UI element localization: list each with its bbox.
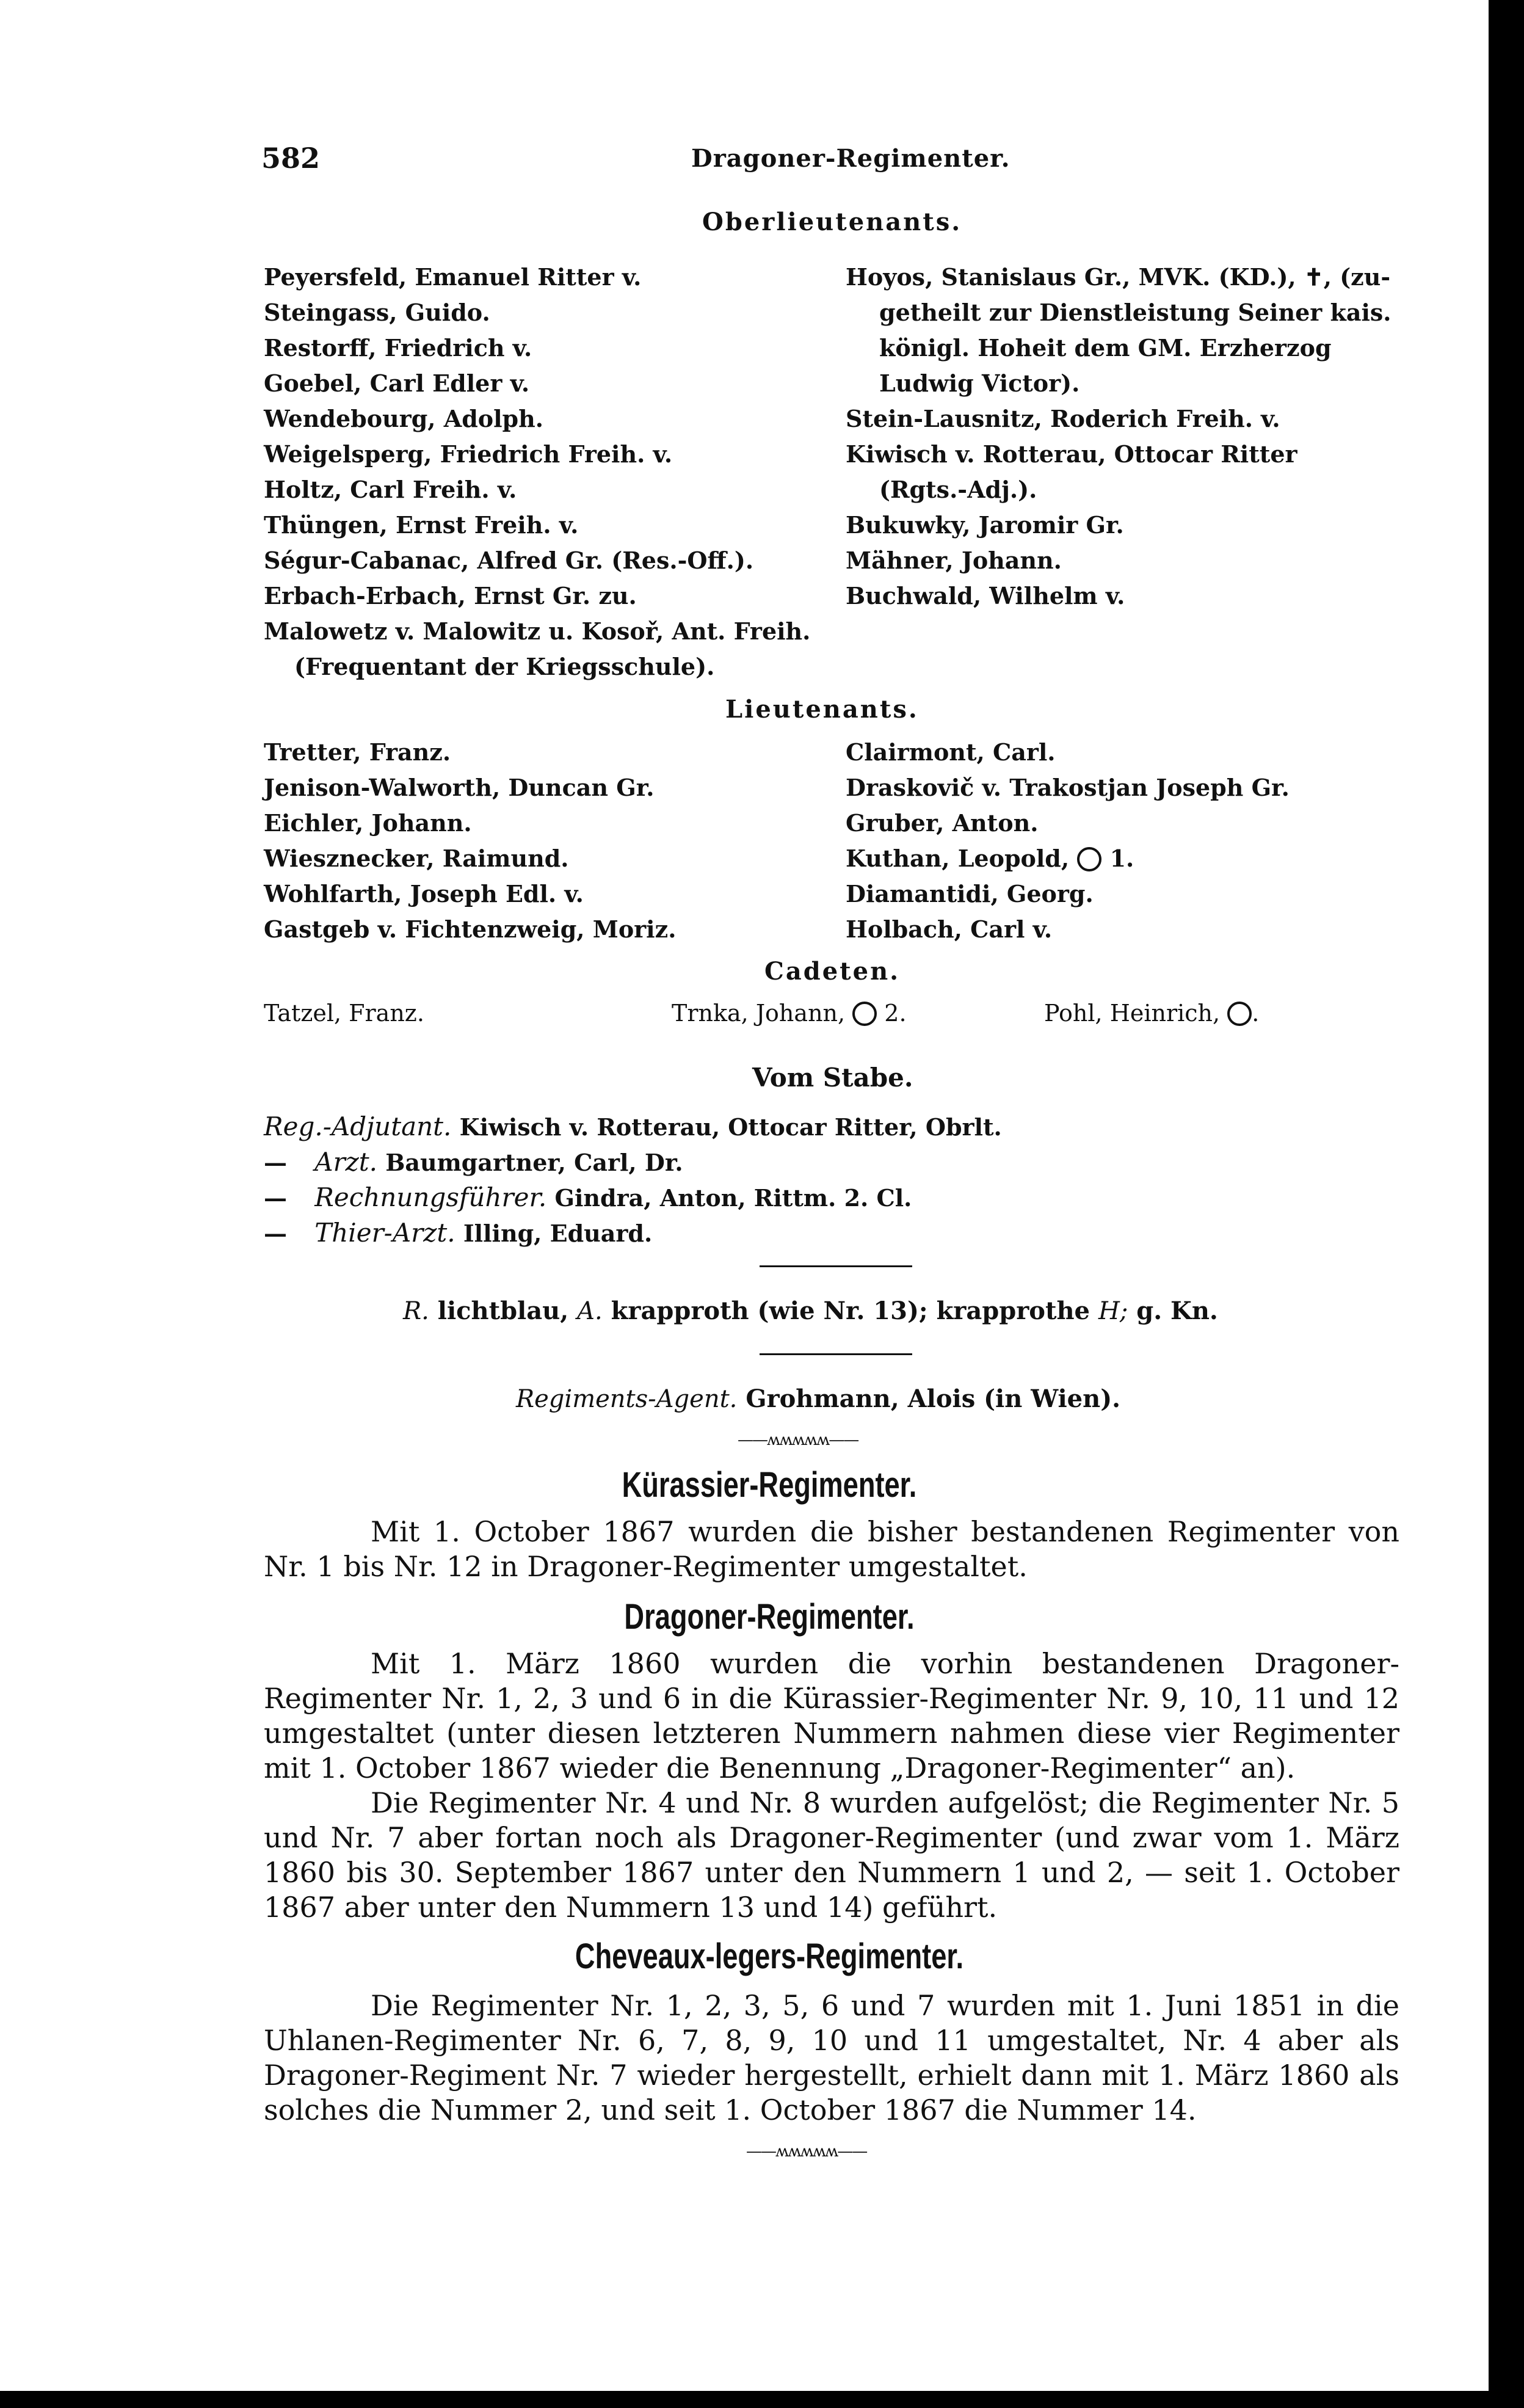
tunic-label: A. [577,1297,603,1325]
order-class: 2. [884,1000,907,1027]
order-circle-icon [852,1002,877,1026]
divider [760,1353,912,1355]
ornament-divider: ——ʍʍʍʍʍ—— [738,1431,858,1449]
list-item: Gruber, Anton. [846,809,1039,837]
list-item: Bukuwky, Jaromir Gr. [846,511,1124,539]
stabe-row [264,1144,683,1180]
list-item: Draskovič v. Trakostjan Joseph Gr. [846,774,1290,801]
kurassier-heading: Kürassier-Regimenter. [622,1465,917,1505]
oberlieutenants-heading: Oberlieutenants. [702,208,962,236]
dragoner-paragraph [264,1646,1399,1925]
stabe-name: Gindra, Anton, Rittm. 2. Cl. [554,1184,912,1212]
stabe-dash: — [264,1220,287,1247]
list-item: Erbach-Erbach, Ernst Gr. zu. [264,582,637,609]
list-item: Kiwisch v. Rotterau, Ottocar Ritter [846,440,1297,468]
list-item: Mähner, Johann. [846,547,1062,574]
list-item-trnka [672,995,907,1031]
facing-label: R. [403,1297,429,1325]
lieutenants-heading: Lieutenants. [725,695,919,724]
scan-edge-right [1489,0,1524,2408]
list-item: (Rgts.-Adj.). [879,476,1037,503]
list-item: Clairmont, Carl. [846,738,1056,766]
paragraph-text: Die Regimenter Nr. 1, 2, 3, 5, 6 und 7 wurden mit 1. Juni 1851 in die Uhlanen-Regimenter Nr. 6, 7, 8, 9, 10 und 11 umgestaltet, Nr. 4 aber als Dragoner-Regiment Nr. 7 wieder hergestellt, erhielt dann mit 1. März 1860 als solches die Nummer 2, und seit 1. October 1867 die Nummer 14. [264,1989,1399,2126]
paragraph-text: Mit 1. October 1867 wurden die bisher bestandenen Regimenter von Nr. 1 bis Nr. 12 in Dragoner-Regimenter umgestaltet. [264,1515,1399,1583]
buttons-value: g. Kn. [1136,1297,1218,1325]
paragraph-text: Mit 1. März 1860 wurden die vorhin bestandenen Dragoner-Regimenter Nr. 1, 2, 3 und 6 in die Kürassier-Regimenter Nr. 9, 10, 11 und 12 umgestaltet (unter diesen letzteren Nummern nahmen diese vier Regimenter mit 1. October 1867 wieder die Benennung „Dragoner-Regimenter“ an). [264,1647,1399,1784]
stabe-dash: — [264,1184,287,1212]
list-item: königl. Hoheit dem GM. Erzherzog [879,334,1332,362]
stabe-heading: Vom Stabe. [752,1063,913,1093]
list-item: (Frequentant der Kriegsschule). [294,653,715,680]
tunic-value: krapproth (wie Nr. 13); krapprothe [611,1297,1090,1325]
trousers-label: H; [1098,1297,1128,1325]
ornament-divider: ——ʍʍʍʍʍ—— [746,2142,867,2161]
list-item: getheilt zur Dienstleistung Seiner kais. [879,299,1392,326]
stabe-role: Rechnungsführer. [314,1182,547,1212]
list-item: Thüngen, Ernst Freih. v. [264,511,579,539]
dragoner-heading: Dragoner-Regimenter. [624,1597,915,1637]
list-item: Buchwald, Wilhelm v. [846,582,1125,609]
stabe-dash: — [264,1149,287,1176]
paragraph-text: Die Regimenter Nr. 4 und Nr. 8 wurden aufgelöst; die Regimenter Nr. 5 und Nr. 7 aber fortan noch als Dragoner-Regimenter (und zwar vom 1. März 1860 bis 30. September 1867 unter den Nummern 1 und 2, — seit 1. October 1867 aber unter den Nummern 13 und 14) geführt. [264,1786,1399,1924]
list-item: Weigelsperg, Friedrich Freih. v. [264,440,673,468]
uniform-colors [403,1293,1218,1329]
stabe-name: Kiwisch v. Rotterau, Ottocar Ritter, Obrlt. [459,1113,1002,1141]
list-item: Eichler, Johann. [264,809,472,837]
stabe-role: Arzt. [314,1147,377,1177]
stabe-row [264,1109,1002,1145]
cheveaux-paragraph [264,1988,1399,2128]
list-item: Holtz, Carl Freih. v. [264,476,517,503]
list-item: Jenison-Walworth, Duncan Gr. [264,774,655,801]
running-title: Dragoner-Regimenter. [691,144,1011,173]
stabe-row [264,1215,652,1251]
list-item: Peyersfeld, Emanuel Ritter v. [264,263,642,291]
cheveaux-heading: Cheveaux-legers-Regimenter. [575,1937,964,1976]
divider [760,1265,912,1267]
scan-edge-bottom [0,2391,1524,2408]
regiments-agent [516,1381,1120,1417]
list-item: Diamantidi, Georg. [846,880,1094,908]
list-item-text: Trnka, Johann, [672,1000,846,1027]
stabe-role: Thier-Arzt. [314,1218,455,1248]
order-circle-icon [1077,847,1101,871]
list-item: Tatzel, Franz. [264,1000,424,1027]
list-item: Ségur-Cabanac, Alfred Gr. (Res.-Off.). [264,547,754,574]
list-item-kuthan [846,841,1134,876]
list-item: Restorff, Friedrich v. [264,334,532,362]
list-item: Wendebourg, Adolph. [264,405,543,432]
facing-value: lichtblau, [437,1297,569,1325]
agent-role: Regiments-Agent. [516,1385,738,1413]
list-item: Malowetz v. Malowitz u. Kosoř, Ant. Freih. [264,617,811,645]
list-item: Ludwig Victor). [879,369,1080,397]
kurassier-paragraph [264,1515,1399,1584]
list-item: Wohlfarth, Joseph Edl. v. [264,880,584,908]
pohl-suffix: . [1252,1000,1260,1027]
order-circle-icon [1227,1002,1252,1026]
stabe-row [264,1180,912,1216]
list-item: Gastgeb v. Fichtenzweig, Moriz. [264,915,677,943]
list-item: Hoyos, Stanislaus Gr., MVK. (KD.), ✝, (zu- [846,263,1391,291]
list-item-pohl [1044,995,1259,1031]
agent-name: Grohmann, Alois (in Wien). [746,1384,1121,1413]
list-item: Stein-Lausnitz, Roderich Freih. v. [846,405,1280,432]
page-number: 582 [261,142,321,175]
list-item: Holbach, Carl v. [846,915,1053,943]
list-item: Tretter, Franz. [264,738,451,766]
list-item: Steingass, Guido. [264,299,490,326]
list-item: Goebel, Carl Edler v. [264,369,530,397]
cadeten-heading: Cadeten. [764,957,901,986]
list-item-text: Pohl, Heinrich, [1044,1000,1221,1027]
stabe-name: Baumgartner, Carl, Dr. [385,1149,683,1176]
stabe-name: Illing, Eduard. [463,1220,653,1247]
list-item: Wiesznecker, Raimund. [264,845,569,872]
stabe-role: Reg.-Adjutant. [264,1111,452,1141]
list-item-text: Kuthan, Leopold, [846,845,1070,872]
order-class: 1. [1109,845,1134,872]
